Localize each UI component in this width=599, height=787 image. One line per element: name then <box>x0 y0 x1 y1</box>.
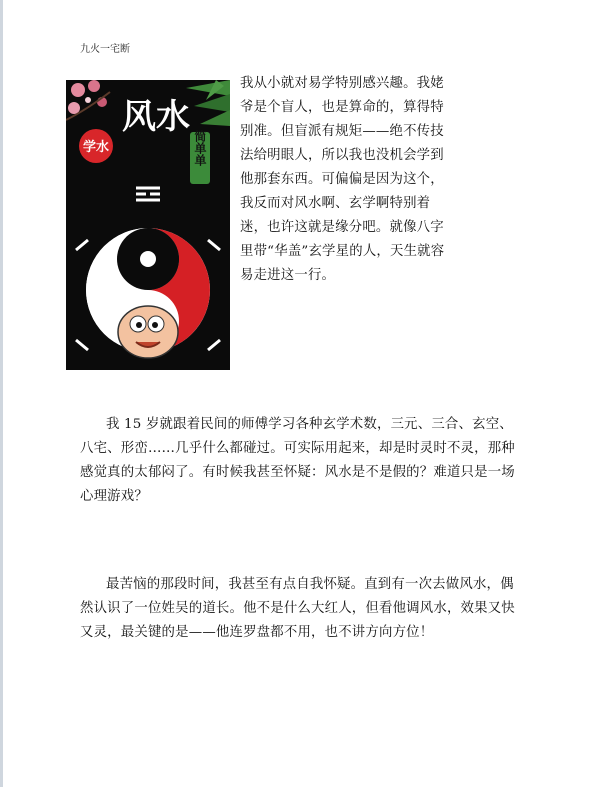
paragraph-2: 我 15 岁就跟着民间的师傅学习各种玄学术数，三元、三合、玄空、八宅、形峦……几乎什么都碰过。可实际用起来，却是时灵时不灵，那种感觉真的太郁闷了。有时候我甚至怀疑：风水是不是假的？难道只是一场心理游戏？ <box>80 417 515 504</box>
book-cover-image <box>66 80 230 370</box>
page-header: 九火一宅断 <box>80 44 130 55</box>
bamboo-leaves-icon <box>186 80 230 126</box>
cover-title: 风水 <box>122 97 190 137</box>
cartoon-character-icon <box>118 306 178 358</box>
page-left-border <box>0 0 3 787</box>
paragraph-3: 最苦恼的那段时间，我甚至有点自我怀疑。直到有一次去做风水，偶然认识了一位姓吴的道长。他不是什么大红人，但看他调风水，效果又快又灵，最关键的是——他连罗盘都不用，也不讲方向方位！ <box>80 577 515 640</box>
cover-artwork <box>66 80 230 370</box>
cover-badge-left: 学水 <box>82 140 110 155</box>
cover-badge-right: 简单单 <box>193 130 207 166</box>
paragraph-1: 我从小就对易学特别感兴趣。我姥爷是个盲人，也是算命的，算得特别准。但盲派有规矩——绝不传技法给明眼人，所以我也没机会学到他那套东西。可偏偏是因为这个，我反而对风水啊、玄学啊特别着迷，也许这就是缘分吧。就像八字里带“华盖”玄学星的人，天生就容易走进这一行。 <box>240 76 445 283</box>
blossom-icon <box>66 80 110 120</box>
